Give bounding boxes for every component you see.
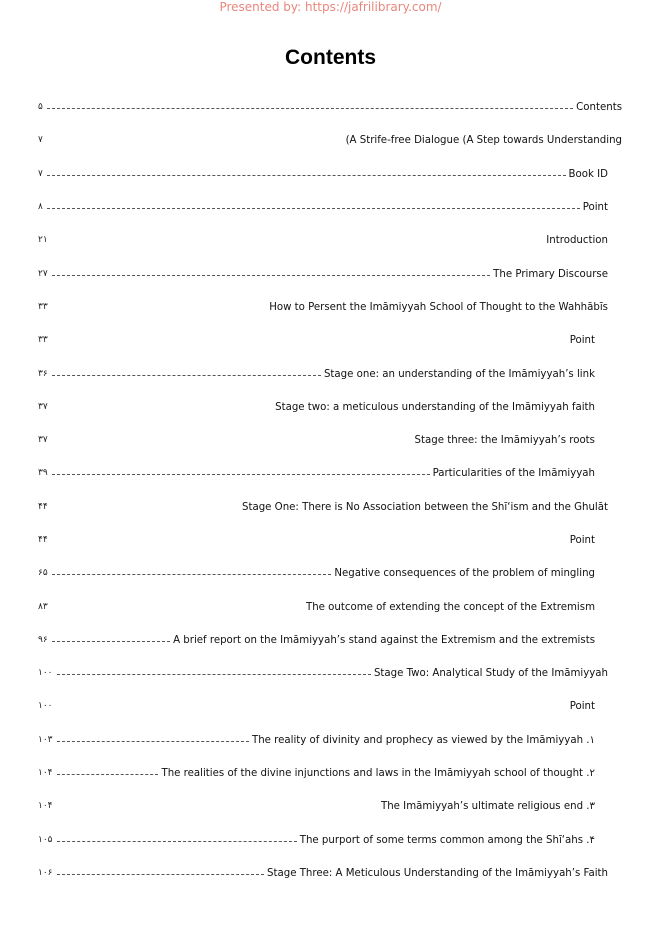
- dot-leader: [47, 108, 573, 109]
- page-title: Contents: [285, 46, 376, 69]
- toc-page-number: ۸۳: [38, 601, 48, 612]
- toc-entry-title: The outcome of extending the concept of the Extremism: [306, 601, 595, 613]
- dot-leader: [52, 275, 491, 276]
- toc-page-number: ۴۴: [38, 535, 48, 545]
- toc-entry[interactable]: [38, 624, 622, 657]
- toc-entry[interactable]: [38, 690, 622, 723]
- toc-page-number: ۱۰۶: [38, 867, 53, 878]
- toc-page-number: ۷: [38, 135, 43, 146]
- toc-entry[interactable]: [38, 224, 622, 257]
- toc-entry[interactable]: [38, 158, 622, 191]
- toc-page-number: ۳۷: [38, 435, 48, 446]
- toc-page-number: ۱۰۳: [38, 734, 53, 745]
- toc-entry-title: Introduction: [546, 235, 608, 247]
- toc-entry[interactable]: [38, 757, 622, 790]
- toc-entry[interactable]: [38, 657, 622, 690]
- toc-entry-title: Point: [569, 335, 595, 347]
- toc-entry-title: Point: [569, 701, 595, 713]
- toc-entry-title: Stage three: the Imāmiyyah’s roots: [414, 435, 595, 447]
- dot-leader: [57, 741, 249, 742]
- toc-entry-title: Particularities of the Imāmiyyah: [432, 468, 595, 480]
- toc-entry[interactable]: [38, 524, 622, 557]
- toc-page-number: ۱۰۴: [38, 801, 53, 812]
- dot-leader: [57, 674, 371, 675]
- toc-entry-title: Stage Three: A Meticulous Understanding of the Imāmiyyah’s Faith: [267, 867, 608, 879]
- toc-entry-title: The realities of the divine injunctions and laws in the Imāmiyyah school of thought .۲: [161, 768, 595, 780]
- dot-leader: [52, 574, 332, 575]
- toc-entry[interactable]: [38, 424, 622, 457]
- toc-entry[interactable]: [38, 790, 622, 823]
- toc-entry-title: The purport of some terms common among the Shī‘ahs .۴: [299, 834, 595, 846]
- toc-page-number: ۴۴: [38, 501, 48, 512]
- toc-page-number: ۵: [38, 102, 43, 113]
- toc-entry[interactable]: [38, 324, 622, 357]
- toc-entry[interactable]: [38, 491, 622, 524]
- toc-page-number: ۳۹: [38, 468, 48, 479]
- toc-entry[interactable]: [38, 124, 622, 157]
- toc-entry[interactable]: [38, 857, 622, 890]
- toc-page-number: ۳۳: [38, 301, 48, 312]
- toc-entry[interactable]: [38, 391, 622, 424]
- table-of-contents: [38, 91, 622, 890]
- toc-page-number: ۱۰۰: [38, 668, 53, 679]
- toc-page-number: ۷: [38, 168, 43, 179]
- toc-page-number: ۳۷: [38, 401, 48, 412]
- toc-entry-title: Point: [582, 202, 608, 214]
- toc-entry-title: A brief report on the Imāmiyyah’s stand against the Extremism and the extremists: [173, 634, 595, 646]
- toc-page-number: ۹۶: [38, 634, 48, 645]
- toc-entry-title: Stage two: a meticulous understanding of the Imāmiyyah faith: [275, 401, 595, 413]
- dot-leader: [57, 774, 159, 775]
- dot-leader: [52, 474, 430, 475]
- toc-entry-title: The Imāmiyyah’s ultimate religious end .۳: [381, 801, 595, 813]
- toc-entry-title: Book ID: [568, 168, 608, 180]
- toc-entry-title: The Primary Discourse: [493, 268, 608, 280]
- toc-entry[interactable]: [38, 457, 622, 490]
- toc-entry-title: Point: [569, 535, 595, 546]
- toc-entry[interactable]: [38, 191, 622, 224]
- toc-entry[interactable]: [38, 590, 622, 623]
- toc-entry-title: Contents: [576, 102, 622, 114]
- toc-entry[interactable]: [38, 357, 622, 390]
- toc-page-number: ۸: [38, 202, 43, 213]
- toc-entry-title: The reality of divinity and prophecy as viewed by the Imāmiyyah .۱: [251, 734, 595, 746]
- toc-entry[interactable]: [38, 257, 622, 290]
- dot-leader: [52, 641, 170, 642]
- toc-page-number: ۱۰۴: [38, 768, 53, 779]
- dot-leader: [52, 375, 321, 376]
- toc-entry-title: Negative consequences of the problem of mingling: [334, 568, 595, 580]
- dot-leader: [57, 874, 265, 875]
- toc-page-number: ۳۳: [38, 335, 48, 346]
- toc-entry[interactable]: [38, 557, 622, 590]
- toc-page-number: ۱۰۵: [38, 834, 53, 845]
- toc-page-number: ۲۷: [38, 268, 48, 279]
- toc-entry-title: Stage One: There is No Association between the Shī‘ism and the Ghulāt: [242, 501, 608, 513]
- toc-entry[interactable]: [38, 91, 622, 124]
- toc-entry[interactable]: [38, 824, 622, 857]
- toc-entry[interactable]: [38, 724, 622, 757]
- toc-entry-title: (A Strife-free Dialogue (A Step towards Understanding: [345, 135, 622, 147]
- toc-page-number: ۲۱: [38, 235, 48, 246]
- dot-leader: [47, 208, 580, 209]
- toc-entry-title: Stage one: an understanding of the Imāmiyyah’s link: [323, 368, 595, 380]
- toc-page-number: ۳۶: [38, 368, 48, 379]
- dot-leader: [47, 175, 566, 176]
- toc-entry-title: How to Persent the Imāmiyyah School of Thought to the Wahhābīs: [269, 301, 608, 313]
- dot-leader: [57, 841, 297, 842]
- watermark-link[interactable]: Presented by: https://jafrilibrary.com/: [219, 0, 442, 14]
- toc-page-number: ۶۵: [38, 568, 48, 579]
- toc-entry[interactable]: [38, 291, 622, 324]
- toc-page-number: ۱۰۰: [38, 701, 53, 712]
- toc-entry-title: Stage Two: Analytical Study of the Imāmiyyah: [373, 668, 608, 680]
